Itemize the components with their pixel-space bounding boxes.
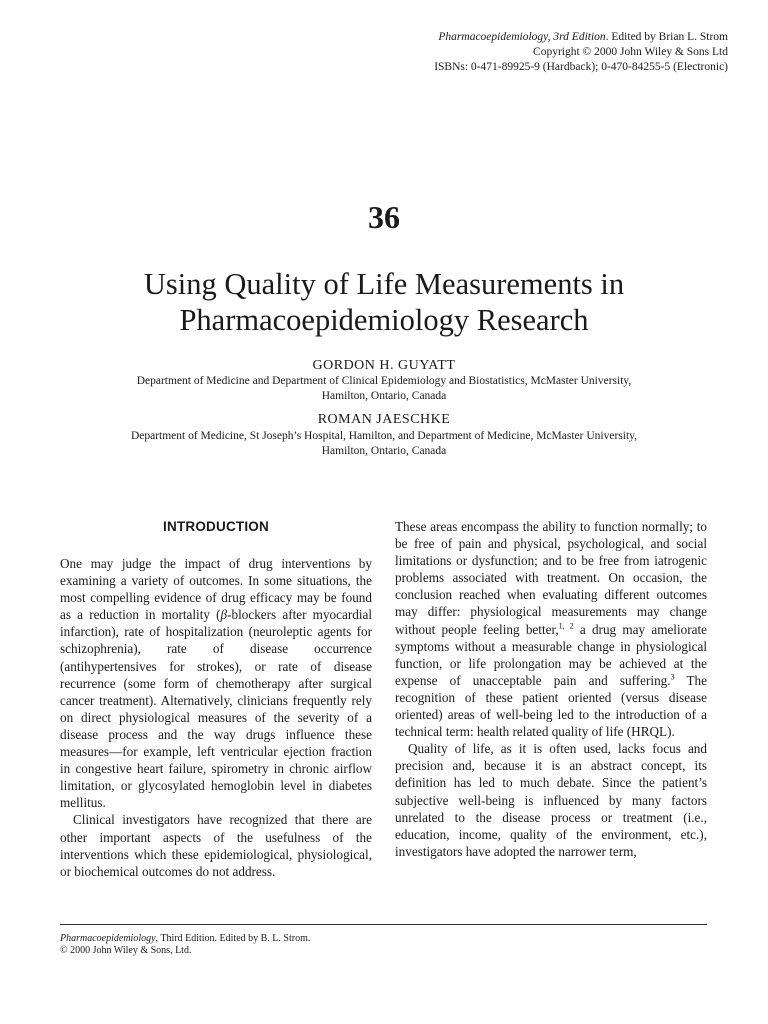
chapter-title-line2: Pharmacoepidemiology Research xyxy=(179,303,589,337)
header-copyright: Copyright © 2000 John Wiley & Sons Ltd xyxy=(533,46,728,58)
reference-3: 3 xyxy=(670,672,675,682)
right-p1-text-a: These areas encompass the ability to function normally; to be free of pain and physical, psychological, and social limitations or dysfunction; and to be free from iatrogenic problems associated with treatment. On occasion, the conclusion reached when evaluating different outcomes may differ: physiological measurements may change without people feeling better, xyxy=(395,519,707,637)
author-name-1: GORDON H. GUYATT xyxy=(312,358,456,373)
footer-book-title: Pharmacoepidemiology xyxy=(60,933,156,944)
footer-line1 xyxy=(60,933,560,945)
footer-divider xyxy=(60,924,707,925)
left-column xyxy=(60,518,372,880)
affiliation-2-line2: Hamilton, Ontario, Canada xyxy=(321,445,447,457)
header-book-title: Pharmacoepidemiology, 3rd Edition xyxy=(438,31,606,43)
chapter-title-line1: Using Quality of Life Measurements in xyxy=(143,267,625,301)
chapter-title xyxy=(40,266,728,338)
footer xyxy=(60,933,560,957)
affiliation-1-line2: Hamilton, Ontario, Canada xyxy=(321,390,447,402)
footer-edition: , Third Edition. Edited by B. L. Strom. xyxy=(155,933,311,944)
left-paragraph-1 xyxy=(60,555,372,811)
author-name-2: ROMAN JAESCHKE xyxy=(317,412,451,427)
left-p1-text-b: -blockers after myocardial infarction), rate of hospitalization (neuroleptic agents for schizophrenia), rate of disease occurrence (antihypertensives for strokes), or rate of disease recurrence (some form of chemotherapy after surgical cancer treatment). Alternatively, clinicians frequently rely on direct physiological measures of the severity of a disease process and the way drugs influence these measures—for example, left ventricular ejection fraction in congestive heart failure, spirometry in chronic airflow limitation, or glycosylated hemoglobin level in diabetes mellitus. xyxy=(60,607,373,811)
right-paragraph-1 xyxy=(395,518,707,740)
right-p1-text-b: a drug may ameliorate symptoms without a measurable change in physiological function, or life prolongation may be achieved at the expense of unacceptable pain and suffering. xyxy=(395,621,707,688)
footer-copyright: © 2000 John Wiley & Sons, Ltd. xyxy=(60,945,192,956)
left-paragraph-2: Clinical investigators have recognized that there are other important aspects of the usefulness of the interventions which these epidemiological, physiological, or biochemical outcomes do not address. xyxy=(60,812,372,879)
beta-symbol: β xyxy=(220,607,228,623)
chapter-number: 36 xyxy=(368,199,400,235)
affiliation-1-line1: Department of Medicine and Department of Clinical Epidemiology and Biostatistics, McMaster University, xyxy=(136,375,632,387)
right-column xyxy=(395,518,707,860)
left-p1-text-a: One may judge the impact of drug interventions by examining a variety of outcomes. In some situations, the most compelling evidence of drug efficacy may be found as a reduction in mortality ( xyxy=(60,556,372,623)
author-affiliation-1 xyxy=(50,374,718,404)
copyright-header xyxy=(268,30,728,75)
right-paragraph-2: Quality of life, as it is often used, lacks focus and precision and, because it is an abstract concept, its definition has led to much debate. Since the patient’s subjective well-being is influenced by many factors unrelated to the disease process or treatment (i.e., education, income, quality of the environment, etc.), investigators have adopted the narrower term, xyxy=(395,741,707,859)
header-isbn: ISBNs: 0-471-89925-9 (Hardback); 0-470-84255-5 (Electronic) xyxy=(434,61,728,73)
author-affiliation-2 xyxy=(50,429,718,459)
reference-1-2: 1, 2 xyxy=(558,621,574,631)
header-edited-by: . Edited by Brian L. Strom xyxy=(605,31,728,43)
header-book-line xyxy=(268,30,728,45)
section-heading-introduction: INTRODUCTION xyxy=(163,519,269,534)
right-p1-text-c: The recognition of these patient oriented (versus disease oriented) areas of well-being led to the introduction of a technical term: health related quality of life (HRQL). xyxy=(395,672,707,740)
affiliation-2-line1: Department of Medicine, St Joseph’s Hospital, Hamilton, and Department of Medicine, McMaster University, xyxy=(130,430,638,442)
